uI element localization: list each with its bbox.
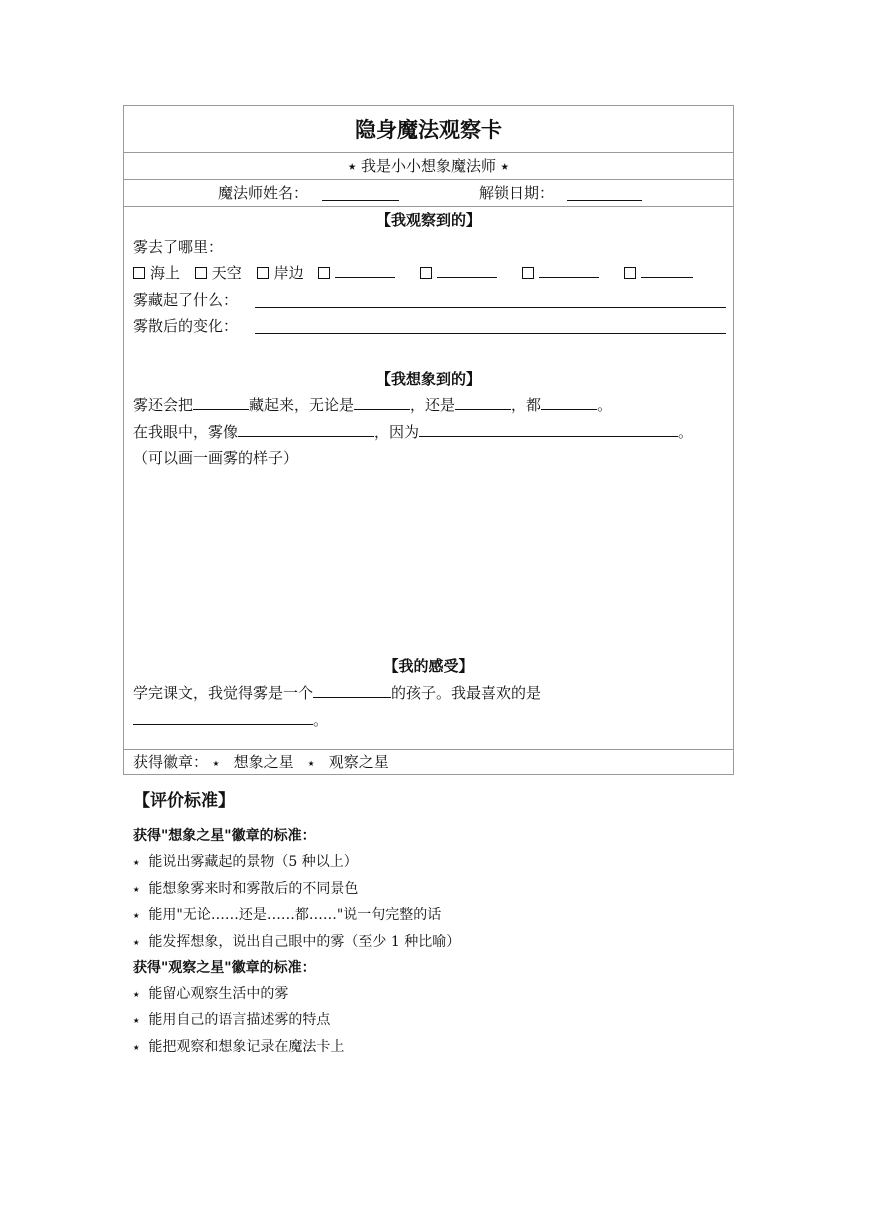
imagine-blank[interactable] [193,395,249,410]
criteria-item [133,984,288,1004]
checkbox[interactable] [195,267,207,279]
name-date-row [124,180,733,207]
star-icon: ⭑ [133,1013,140,1027]
option-label: 岸边 [273,264,304,282]
observation-card [123,105,734,775]
imagine-blank[interactable] [419,422,678,437]
imagine-heading: 【我想象到的】 [375,370,481,388]
option-blank[interactable] [437,263,497,278]
imagine-sentence-2 [133,422,693,442]
criteria-text: 能留心观察生活中的雾 [148,986,289,1002]
text: 。 [597,396,613,414]
badges-row [124,749,733,776]
feel-sentence-2 [133,710,328,730]
text: 。 [313,711,329,729]
star-icon: ⭑ [133,1040,140,1054]
observe-q3: 雾散后的变化： [133,317,239,335]
drawing-area[interactable] [133,473,724,651]
option-blank[interactable] [539,263,599,278]
option-label: 天空 [211,264,242,282]
star-icon: ⭑ [212,756,220,770]
date-label: 解锁日期： [479,184,555,202]
text: ，还是 [410,396,456,414]
observe-heading: 【我观察到的】 [375,211,481,229]
checkbox[interactable] [318,267,330,279]
star-icon: ⭑ [133,882,140,896]
star-icon: ⭑ [133,987,140,1001]
draw-hint: （可以画一画雾的样子） [133,449,299,467]
text: 藏起来，无论是 [249,396,355,414]
option-blank[interactable] [335,263,395,278]
text: 雾还会把 [133,396,194,414]
text: 在我眼中，雾像 [133,423,239,441]
text: 。 [678,423,694,441]
option-label: 海上 [150,264,181,282]
name-label: 魔法师姓名： [218,184,309,202]
text: 的孩子。我最喜欢的是 [391,684,542,702]
name-blank[interactable] [322,186,399,201]
feel-blank[interactable] [133,710,313,725]
imagine-blank[interactable] [238,422,374,437]
imagine-blank[interactable] [354,395,410,410]
criteria-text: 能用自己的语言描述雾的特点 [148,1012,331,1028]
badge-observe[interactable]: 观察之星 [328,753,389,771]
criteria-text: 能说出雾藏起的景物（5 种以上） [148,854,358,870]
badges-label: 获得徽章： [133,753,209,771]
changes-blank[interactable] [255,319,726,334]
text: ，因为 [374,423,420,441]
criteria-item [133,932,460,952]
criteria-item [133,852,358,872]
observe-q2: 雾藏起了什么： [133,291,239,309]
criteria-item [133,1010,330,1030]
badge-imagine[interactable]: 想象之星 [233,753,294,771]
checkbox[interactable] [133,267,145,279]
feel-heading: 【我的感受】 [383,657,474,675]
checkbox[interactable] [522,267,534,279]
card-title: 隐身魔法观察卡 [124,106,733,153]
criteria-item [133,905,441,925]
observe-options [133,263,693,283]
star-icon: ⭑ [133,855,140,869]
card-body [124,207,733,750]
observe-criteria-title: 获得"观察之星"徽章的标准： [133,960,316,976]
criteria-text: 能发挥想象，说出自己眼中的雾（至少 1 种比喻） [148,934,461,950]
star-icon: ⭑ [307,756,315,770]
date-blank[interactable] [567,186,642,201]
checkbox[interactable] [257,267,269,279]
criteria-text: 能想象雾来时和雾散后的不同景色 [148,881,359,897]
star-icon: ⭑ [133,935,140,949]
criteria-text: 能把观察和想象记录在魔法卡上 [148,1039,345,1055]
checkbox[interactable] [420,267,432,279]
imagine-criteria-title: 获得"想象之星"徽章的标准： [133,828,316,844]
star-icon: ⭑ [133,908,140,922]
checkbox[interactable] [624,267,636,279]
feel-blank[interactable] [313,683,391,698]
text: ，都 [511,396,542,414]
imagine-blank[interactable] [455,395,511,410]
card-subtitle: ⭑ 我是小小想象魔法师 ⭑ [124,153,733,180]
criteria-text: 能用"无论……还是……都……"说一句完整的话 [148,907,442,923]
imagine-sentence-1 [133,395,612,415]
hidden-things-blank[interactable] [255,293,726,308]
criteria-item [133,879,358,899]
imagine-blank[interactable] [541,395,597,410]
criteria-item [133,1037,344,1057]
text: 学完课文，我觉得雾是一个 [133,684,314,702]
criteria-heading: 【评价标准】 [133,791,235,811]
option-blank[interactable] [641,263,693,278]
feel-sentence-1 [133,683,541,703]
observe-q1: 雾去了哪里： [133,238,224,256]
